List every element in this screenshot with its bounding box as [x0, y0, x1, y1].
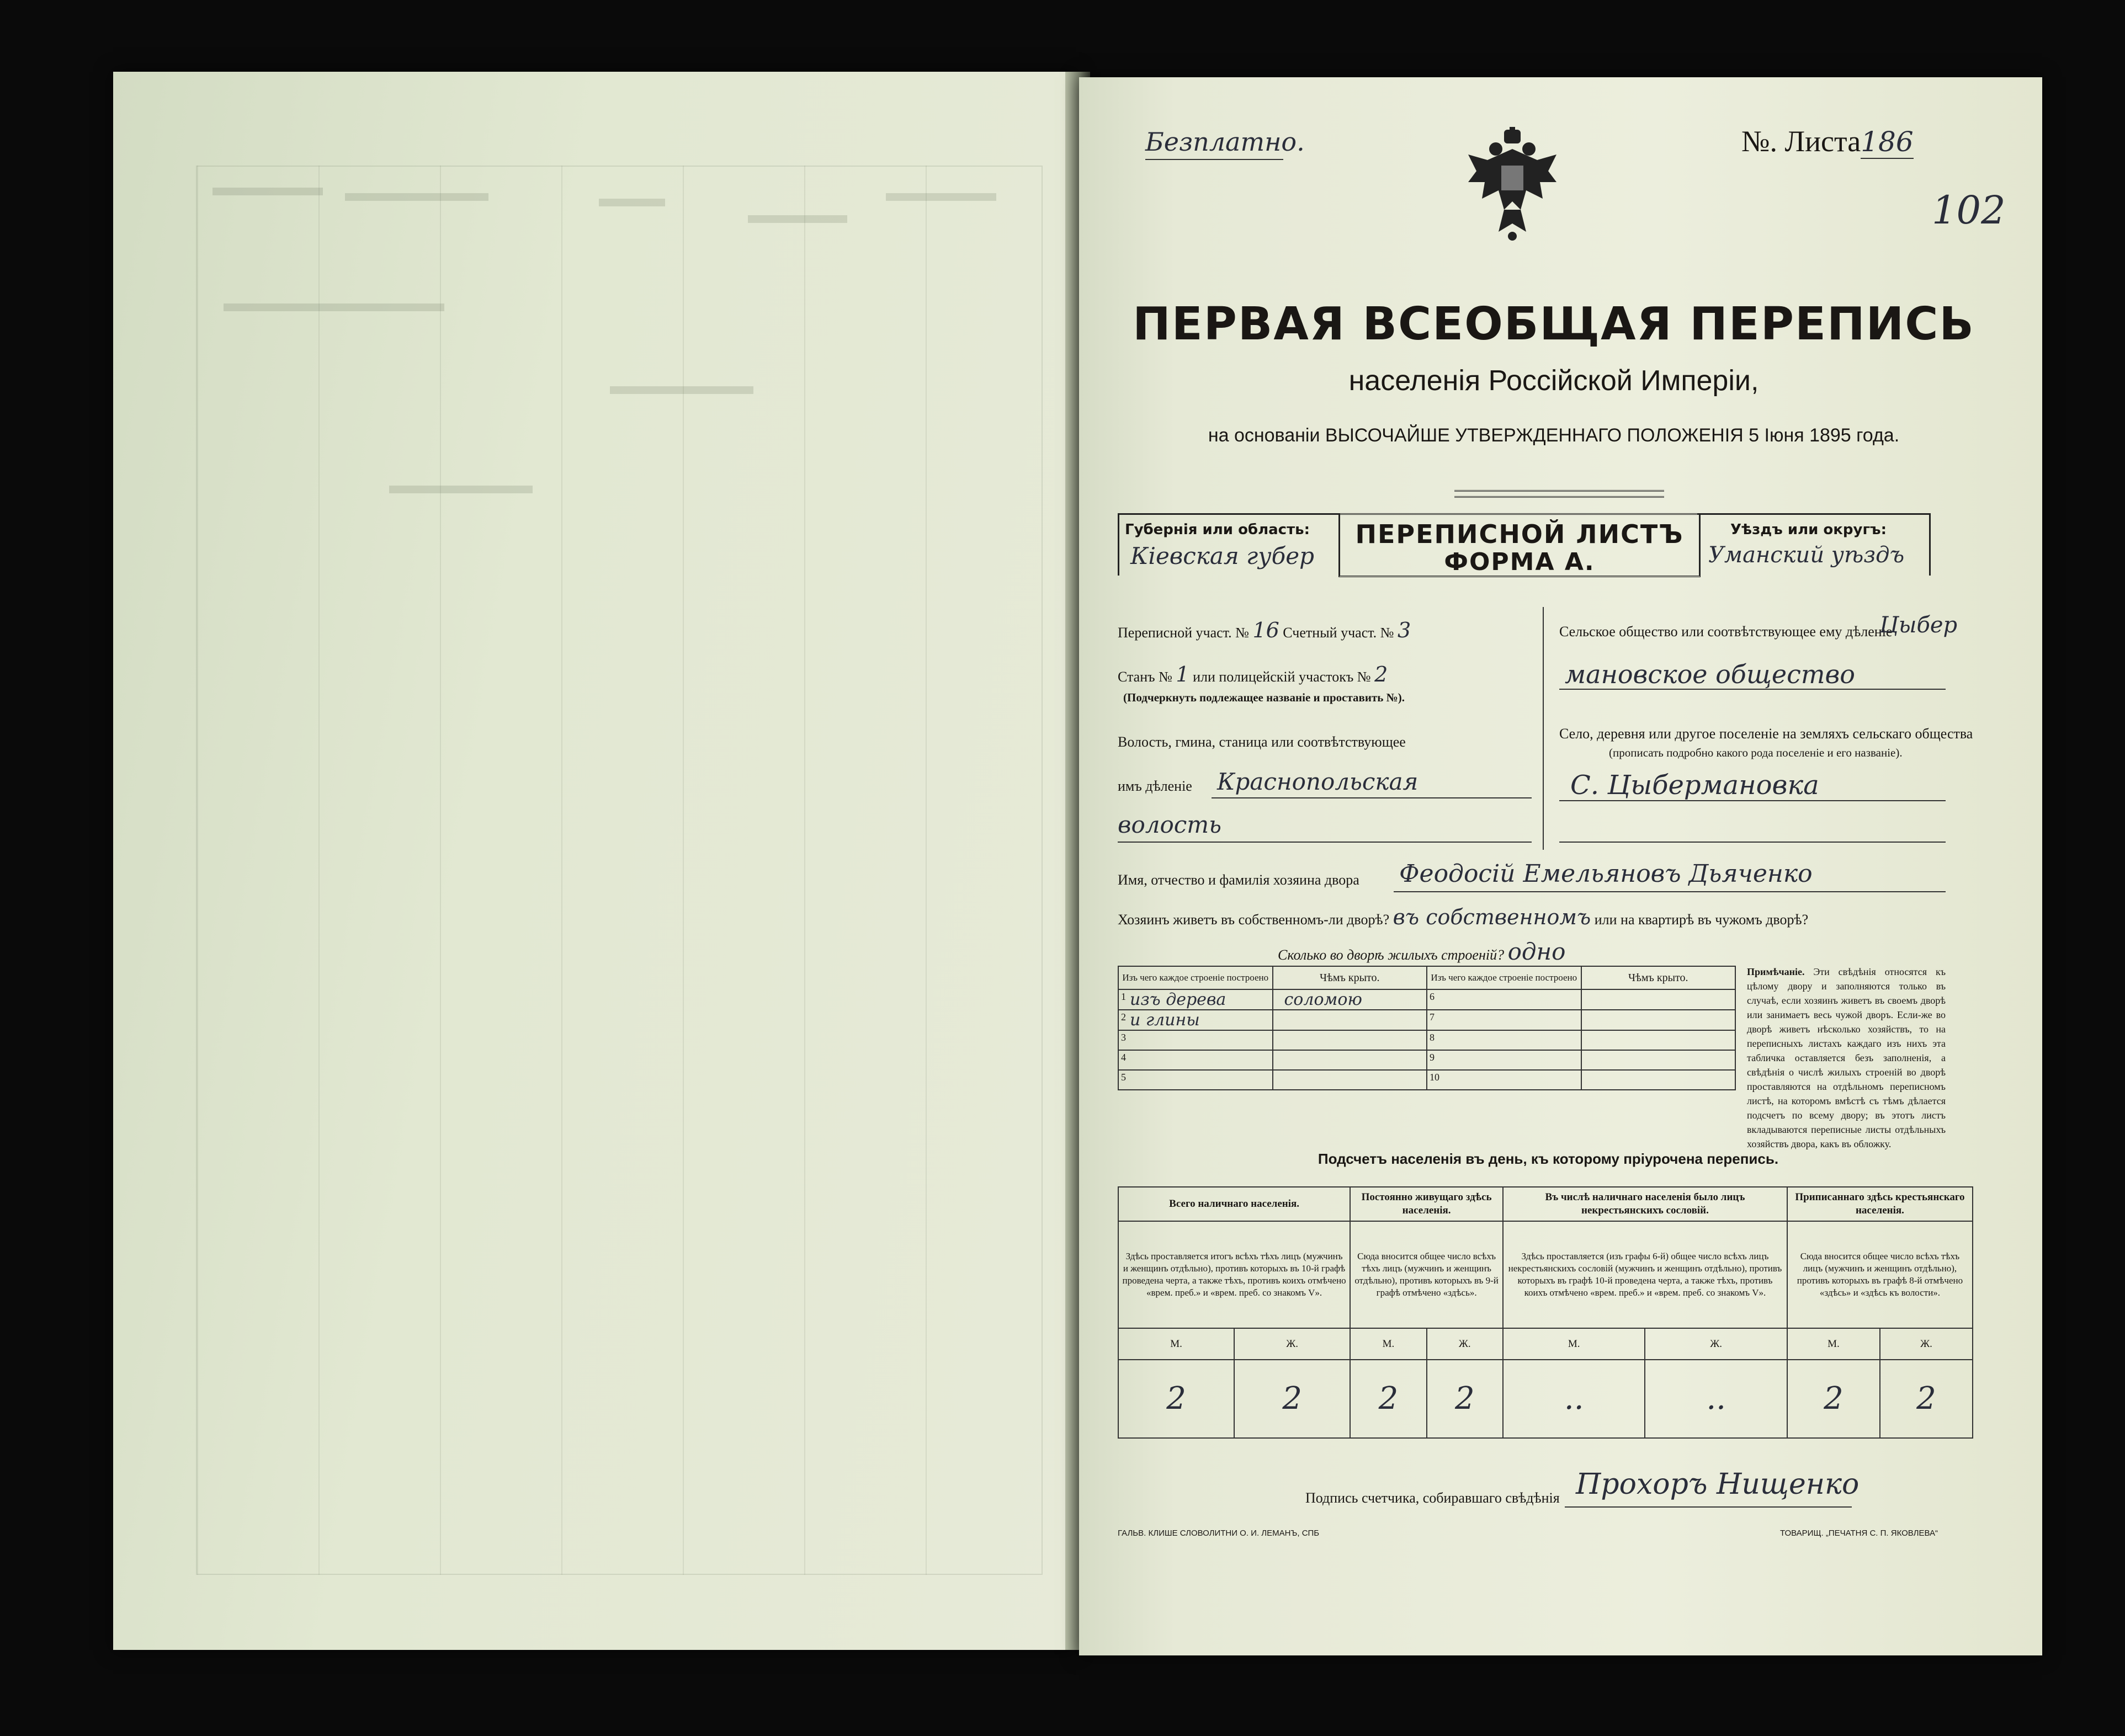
- ghost-text: [345, 193, 488, 201]
- signature-label: Подпись счетчика, собиравшаго свѣдѣнія: [1305, 1490, 1560, 1506]
- pop-count: ..: [1645, 1360, 1787, 1438]
- sheet-number-value: 186: [1861, 126, 1914, 158]
- col-material-2: Изъ чего каждое строеніе построено: [1427, 966, 1581, 989]
- stan-label: Станъ №: [1118, 669, 1172, 685]
- village-value: С. Цыбермановка: [1570, 770, 1819, 801]
- ornament-divider: [1454, 490, 1664, 498]
- row-number: 6: [1430, 991, 1435, 1002]
- sex-label: М.: [1503, 1328, 1645, 1360]
- society-line: [1559, 689, 1946, 690]
- count-section-value: 3: [1397, 618, 1411, 642]
- residence-label2: или на квартирѣ въ чужомъ дворѣ?: [1594, 912, 1809, 928]
- buildings-cell: [1118, 1050, 1273, 1070]
- column-divider: [1543, 607, 1544, 850]
- pop-col-title: Всего наличнаго населенія.: [1118, 1187, 1350, 1221]
- residence-label: Хозяинъ живетъ въ собственномъ-ли дворѣ?: [1118, 912, 1390, 928]
- row-number: 3: [1121, 1032, 1126, 1043]
- buildings-cell: [1581, 1050, 1736, 1070]
- buildings-cell: [1581, 989, 1736, 1010]
- district-box: [1697, 513, 1931, 576]
- pop-count: 2: [1234, 1360, 1350, 1438]
- volost-value: Краснопольская: [1217, 768, 1419, 795]
- pop-col-title: Въ числѣ наличнаго населенія было лицъ некрестьянскихъ сословій.: [1503, 1187, 1787, 1221]
- police-label: или полицейскій участокъ №: [1193, 669, 1371, 685]
- pop-row: [1118, 1328, 1973, 1360]
- pop-col-desc: Сюда вносится общее число всѣхъ тѣхъ лицъ (мужчинъ и женщинъ отдѣльно), противъ которыхъ въ графѣ 8-й отмѣчено «здѣсь» и «здѣсь къ волости».: [1787, 1221, 1973, 1328]
- population-heading: Подсчетъ населенія въ день, къ которому пріурочена перепись.: [1318, 1151, 1779, 1167]
- district-label: Уѣздъ или округъ:: [1730, 521, 1887, 538]
- ghost-text: [599, 199, 665, 206]
- row-number: 8: [1430, 1032, 1435, 1043]
- free-label: Безплатно.: [1145, 127, 1305, 157]
- sex-label: Ж.: [1427, 1328, 1503, 1360]
- sex-label: М.: [1118, 1328, 1234, 1360]
- residence-row: [1118, 905, 1808, 929]
- village-note: (прописать подробно какого рода поселеніе и его названіе).: [1609, 746, 1903, 759]
- page-subtitle: населенія Россійской Имперіи,: [1348, 365, 1759, 397]
- ghost-text: [212, 188, 323, 195]
- basis-line: на основаніи ВЫСОЧАЙШЕ УТВЕРЖДЕННАГО ПОЛОЖЕНІЯ 5 Іюня 1895 года.: [1208, 425, 1900, 446]
- underline-note: (Подчеркнуть подлежащее названіе и проставить №).: [1123, 691, 1405, 704]
- signature-line: [1565, 1506, 1852, 1508]
- buildings-row: [1118, 1070, 1735, 1090]
- sex-label: М.: [1787, 1328, 1880, 1360]
- volost-line2: [1118, 842, 1532, 843]
- buildings-table: [1118, 966, 1736, 1090]
- folio-number: 102: [1932, 188, 2006, 233]
- pop-row: [1118, 1187, 1973, 1221]
- row-number: 7: [1430, 1011, 1435, 1023]
- buildings-cell: [1427, 1010, 1581, 1030]
- population-table: [1118, 1186, 1973, 1439]
- note-block: [1747, 965, 1946, 1151]
- pop-col-desc: Здѣсь проставляется итогъ всѣхъ тѣхъ лицъ (мужчинъ и женщинъ отдѣльно), противъ которыхъ въ 10-й графѣ проведена черта, а также тѣхъ, противъ коихъ отмѣчено «врем. преб.» и «врем. преб. со знакомъ V».: [1118, 1221, 1350, 1328]
- ghost-text: [886, 193, 996, 201]
- buildings-cell: [1581, 1070, 1736, 1090]
- buildings-cell: [1427, 1030, 1581, 1050]
- society-value: Цыбер: [1879, 613, 1958, 638]
- pop-col-title: Приписаннаго здѣсь крестьянскаго населенія.: [1787, 1187, 1973, 1221]
- province-label: Губернія или область:: [1125, 521, 1310, 538]
- buildings-cell: [1581, 1030, 1736, 1050]
- buildings-cell: [1273, 989, 1427, 1010]
- free-underline: [1145, 159, 1283, 160]
- buildings-cell: [1273, 1010, 1427, 1030]
- village-line2: [1559, 842, 1946, 843]
- buildings-cell: [1427, 1050, 1581, 1070]
- pop-count: 2: [1118, 1360, 1234, 1438]
- sex-label: Ж.: [1645, 1328, 1787, 1360]
- pop-row: [1118, 1360, 1973, 1438]
- owner-value: Феодосій Емельяновъ Дьяченко: [1399, 860, 1813, 888]
- buildings-row: [1118, 1050, 1735, 1070]
- material-value: изъ дерева: [1130, 990, 1226, 1009]
- police-value: 2: [1374, 662, 1388, 686]
- imperial-eagle-icon: [1465, 127, 1559, 243]
- pop-row: [1118, 1221, 1973, 1328]
- ghost-text: [748, 215, 847, 223]
- pop-count: 2: [1350, 1360, 1426, 1438]
- pop-count: ..: [1503, 1360, 1645, 1438]
- left-page: [113, 72, 1076, 1650]
- residence-value: въ собственномъ: [1393, 905, 1591, 929]
- row-number: 10: [1430, 1072, 1439, 1083]
- buildings-label: Сколько во дворѣ жилыхъ строеній?: [1278, 947, 1505, 963]
- count-section-label: Счетный участ. №: [1283, 625, 1394, 641]
- pop-col-title: Постоянно живущаго здѣсь населенія.: [1350, 1187, 1503, 1221]
- village-line: [1559, 800, 1946, 801]
- row-number: 9: [1430, 1052, 1435, 1063]
- buildings-cell: [1427, 1070, 1581, 1090]
- census-section-row: [1118, 618, 1411, 642]
- buildings-cell: [1118, 1030, 1273, 1050]
- pop-col-desc: Сюда вносится общее число всѣхъ тѣхъ лицъ (мужчинъ и женщинъ отдѣльно), противъ которыхъ въ 9-й графѣ отмѣчено «здѣсь».: [1350, 1221, 1503, 1328]
- province-box: [1118, 513, 1340, 576]
- row-number: 2: [1121, 1011, 1126, 1023]
- census-section-label: Переписной участ. №: [1118, 625, 1249, 641]
- buildings-cell: [1427, 989, 1581, 1010]
- buildings-value: одно: [1507, 938, 1566, 965]
- col-material: Изъ чего каждое строеніе построено: [1118, 966, 1273, 989]
- owner-label: Имя, отчество и фамилія хозяина двора: [1118, 872, 1359, 888]
- buildings-cell: [1118, 1010, 1273, 1030]
- volost-value2: волость: [1118, 811, 1221, 838]
- buildings-cell: [1273, 1070, 1427, 1090]
- volost-label2: имъ дѣленіе: [1118, 778, 1192, 794]
- society-value2: мановское общество: [1565, 659, 1855, 689]
- buildings-row: [1118, 1010, 1735, 1030]
- stan-value: 1: [1176, 662, 1189, 686]
- sheet-number-label: №. Листа186: [1741, 125, 1914, 158]
- stan-row: [1118, 662, 1388, 686]
- row-number: 4: [1121, 1052, 1126, 1063]
- district-value: Уманский уѣздъ: [1708, 542, 1905, 568]
- census-section-value: 16: [1252, 618, 1279, 642]
- sheet-title-box: [1338, 513, 1701, 577]
- pop-count: 2: [1427, 1360, 1503, 1438]
- row-number: 5: [1121, 1072, 1126, 1083]
- page-title: ПЕРВАЯ ВСЕОБЩАЯ ПЕРЕПИСЬ: [1133, 298, 1975, 350]
- pop-col-desc: Здѣсь проставляется (изъ графы 6-й) общее число всѣхъ лицъ некрестьянскихъ сословій (мужчинъ и женщинъ отдѣльно), противъ которыхъ въ графѣ 10-й проведена черта, а также тѣхъ, противъ коихъ отмѣчено «врем. преб.» и «врем. преб. со знакомъ V».: [1503, 1221, 1787, 1328]
- buildings-row: [1118, 1030, 1735, 1050]
- ghost-text: [389, 486, 533, 493]
- ghost-text: [224, 303, 444, 311]
- society-label: Сельское общество или соотвѣтствующее ему дѣленіе: [1559, 624, 1893, 640]
- owner-line: [1394, 891, 1946, 892]
- buildings-row: [1278, 938, 1565, 965]
- row-number: 1: [1121, 991, 1126, 1002]
- pop-count: 2: [1880, 1360, 1973, 1438]
- signature-value: Прохоръ Нищенко: [1576, 1468, 1860, 1501]
- buildings-cell: [1273, 1030, 1427, 1050]
- imprint-right: ТОВАРИЩ. „ПЕЧАТНЯ С. П. ЯКОВЛЕВА“: [1780, 1529, 1938, 1538]
- buildings-cell: [1118, 989, 1273, 1010]
- col-roof: Чѣмъ крыто.: [1273, 966, 1427, 989]
- ghost-text: [610, 386, 753, 394]
- buildings-cell: [1118, 1070, 1273, 1090]
- buildings-cell: [1581, 1010, 1736, 1030]
- sex-label: Ж.: [1880, 1328, 1973, 1360]
- province-value: Кiевская губер: [1130, 542, 1315, 569]
- col-roof-2: Чѣмъ крыто.: [1581, 966, 1736, 989]
- buildings-cell: [1273, 1050, 1427, 1070]
- ghost-grid: [196, 166, 1043, 1575]
- volost-label: Волость, гмина, станица или соотвѣтствующее: [1118, 734, 1406, 750]
- note-title: Примѣчаніе.: [1747, 966, 1805, 977]
- sex-label: М.: [1350, 1328, 1426, 1360]
- imprint-left: ГАЛЬВ. КЛИШЕ СЛОВОЛИТНИ О. И. ЛЕМАНЪ, СПБ: [1118, 1529, 1320, 1538]
- sex-label: Ж.: [1234, 1328, 1350, 1360]
- pop-count: 2: [1787, 1360, 1880, 1438]
- volost-line: [1212, 797, 1532, 798]
- form-label: ФОРМА А.: [1444, 548, 1595, 576]
- material-value: и глины: [1130, 1010, 1200, 1030]
- buildings-row: [1118, 989, 1735, 1010]
- sheet-title: ПЕРЕПИСНОЙ ЛИСТЪ: [1355, 519, 1684, 549]
- census-form-page: [1079, 77, 2042, 1655]
- roof-value: соломою: [1284, 990, 1362, 1009]
- village-label: Село, деревня или другое поселеніе на земляхъ сельскаго общества: [1559, 726, 1973, 742]
- note-text: Эти свѣдѣнія относятся къ цѣлому двору и заполняются только въ случаѣ, если хозяинъ живетъ въ своемъ дворѣ или занимаетъ весь чужой дворъ. Если-же во дворѣ живетъ нѣсколько хозяйствъ, то на переписныхъ листахъ каждаго изъ нихъ эта табличка оставляется безъ заполненія, а свѣдѣнія о числѣ жилыхъ строеній во дворѣ проставляются на отдѣльномъ переписномъ листѣ, на которомъ вмѣстѣ съ тѣмъ дѣлается подсчетъ по всему двору; въ этотъ листъ вкладываются переписные листы отдѣльныхъ хозяйствъ двора, какъ въ обложку.: [1747, 966, 1946, 1149]
